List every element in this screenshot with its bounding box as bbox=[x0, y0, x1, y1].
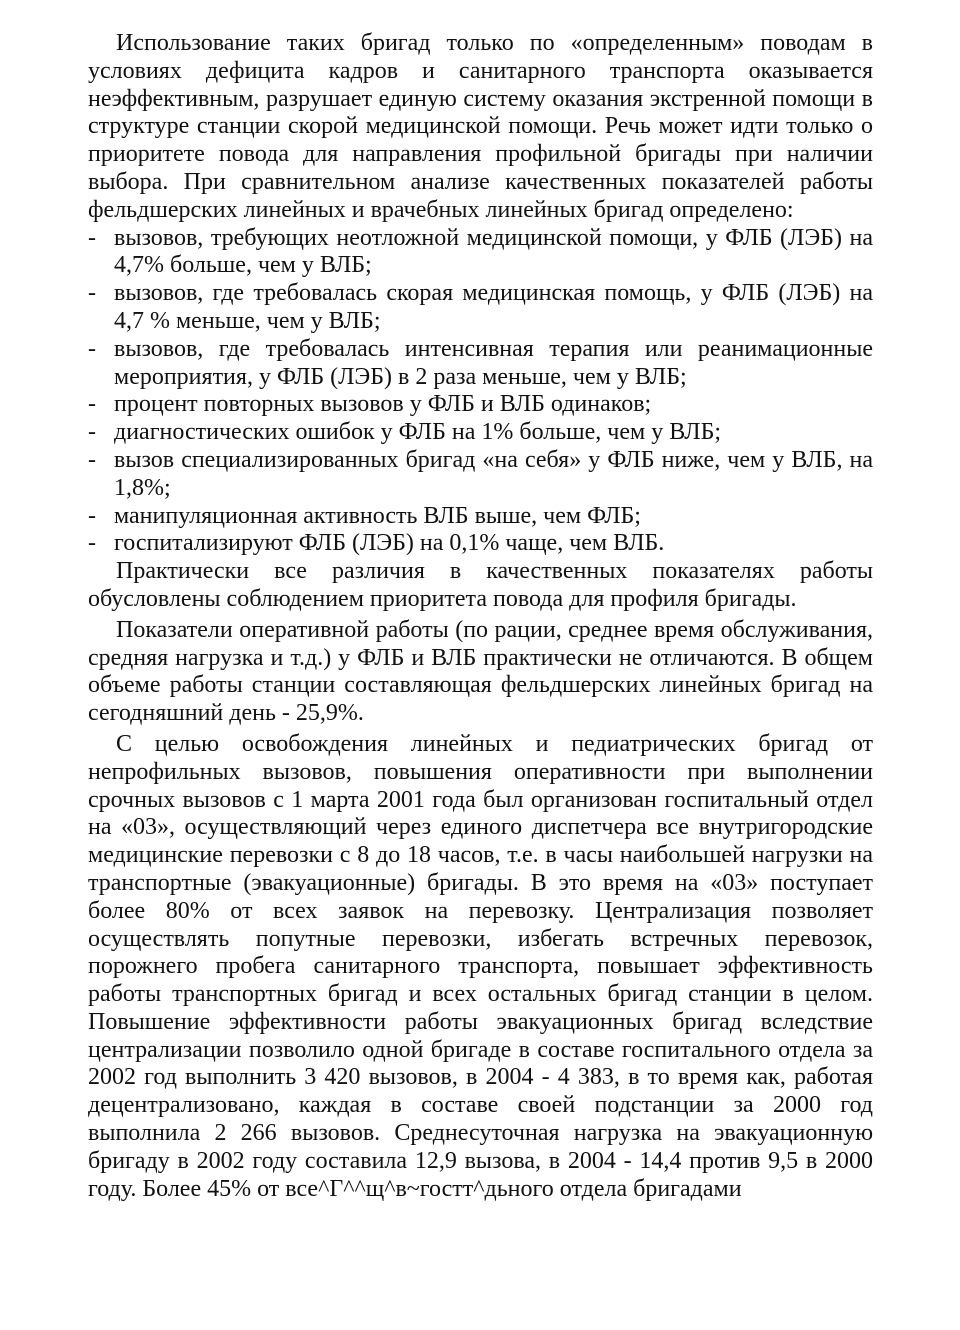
dash-marker: - bbox=[88, 502, 96, 529]
finding-text: вызовов, требующих неотложной медицинской помощи, у ФЛБ (ЛЭБ) на 4,7% больше, чем у ВЛБ; bbox=[114, 224, 873, 279]
finding-text: диагностических ошибок у ФЛБ на 1% больше, чем у ВЛБ; bbox=[114, 419, 722, 446]
list-item bbox=[88, 336, 873, 392]
list-item bbox=[88, 280, 873, 336]
dash-marker: - bbox=[88, 419, 96, 446]
list-item bbox=[88, 447, 873, 503]
dash-marker: - bbox=[88, 391, 96, 418]
operational-indicators-paragraph: Показатели оперативной работы (по рации, среднее время обслуживания, средняя нагрузка и т.д.) у ФЛБ и ВЛБ практически не отличаются. В общем объеме работы станции составляющая фельдшерских линейных бригад на сегодняшний день - 25,9%. bbox=[88, 616, 873, 727]
finding-text: вызовов, где требовалась скорая медицинская помощь, у ФЛБ (ЛЭБ) на 4,7 % меньше, чем у ВЛБ; bbox=[114, 280, 873, 334]
list-item bbox=[88, 419, 873, 447]
hospital-department-paragraph: С целью освобождения линейных и педиатрических бригад от непрофильных вызовов, повышения оперативности при выполнении срочных вызовов с 1 марта 2001 года был организован госпитальный отдел на «03», осуществляющий через единого диспетчера все внутригородские медицинские перевозки с 8 до 18 часов, т.е. в часы наибольшей нагрузки на транспортные (эвакуационные) бригады. В это время на «03» поступает более 80% от всех заявок на перевозку. Централизация позволяет осуществлять попутные перевозки, избегать встречных перевозок, порожнего пробега санитарного транспорта, повышает эффективность работы транспортных бригад и всех остальных бригад станции в целом. Повышение эффективности работы эвакуационных бригад вследствие централизации позволило одной бригаде в составе госпитального отдела за 2002 год выполнить 3 420 вызовов, в 2004 - 4 383, в то время как, работая децентрализовано, каждая в составе своей подстанции за 2000 год выполнила 2 266 вызовов. Среднесуточная нагрузка на эвакуационную бригаду в 2002 году составила 12,9 вызова, в 2004 - 14,4 против 9,5 в 2000 году. Более 45% от все^Г^^щ^в~гостт^дьного отдела бригадами bbox=[88, 730, 873, 1202]
list-item bbox=[88, 225, 873, 281]
finding-text: манипуляционная активность ВЛБ выше, чем ФЛБ; bbox=[114, 502, 641, 529]
list-item bbox=[88, 503, 873, 531]
dash-marker: - bbox=[88, 446, 96, 473]
list-item bbox=[88, 530, 873, 558]
list-item bbox=[88, 391, 873, 419]
dash-marker: - bbox=[88, 530, 96, 557]
finding-text: вызов специализированных бригад «на себя» у ФЛБ ниже, чем у ВЛБ, на 1,8%; bbox=[114, 446, 873, 501]
findings-list bbox=[88, 225, 873, 559]
differences-paragraph: Практически все различия в качественных показателях работы обусловлены соблюдением приоритета повода для профиля бригады. bbox=[88, 558, 873, 612]
finding-text: госпитализируют ФЛБ (ЛЭБ) на 0,1% чаще, чем ВЛБ. bbox=[114, 530, 665, 557]
dash-marker: - bbox=[88, 335, 96, 362]
finding-text: вызовов, где требовалась интенсивная терапия или реанимационные мероприятия, у ФЛБ (ЛЭБ) в 2 раза меньше, чем у ВЛБ; bbox=[114, 335, 873, 390]
dash-marker: - bbox=[88, 280, 96, 307]
finding-text: процент повторных вызовов у ФЛБ и ВЛБ одинаков; bbox=[114, 391, 652, 418]
document-page bbox=[88, 30, 873, 1203]
intro-paragraph: Использование таких бригад только по «определенным» поводам в условиях дефицита кадров и санитарного транспорта оказывается неэффективным, разрушает единую систему оказания экстренной помощи в структуре станции скорой медицинской помощи. Речь может идти только о приоритете повода для направления профильной бригады при наличии выбора. При сравнительном анализе качественных показателей работы фельдшерских линейных и врачебных линейных бригад определено: bbox=[88, 30, 873, 223]
dash-marker: - bbox=[88, 224, 96, 251]
